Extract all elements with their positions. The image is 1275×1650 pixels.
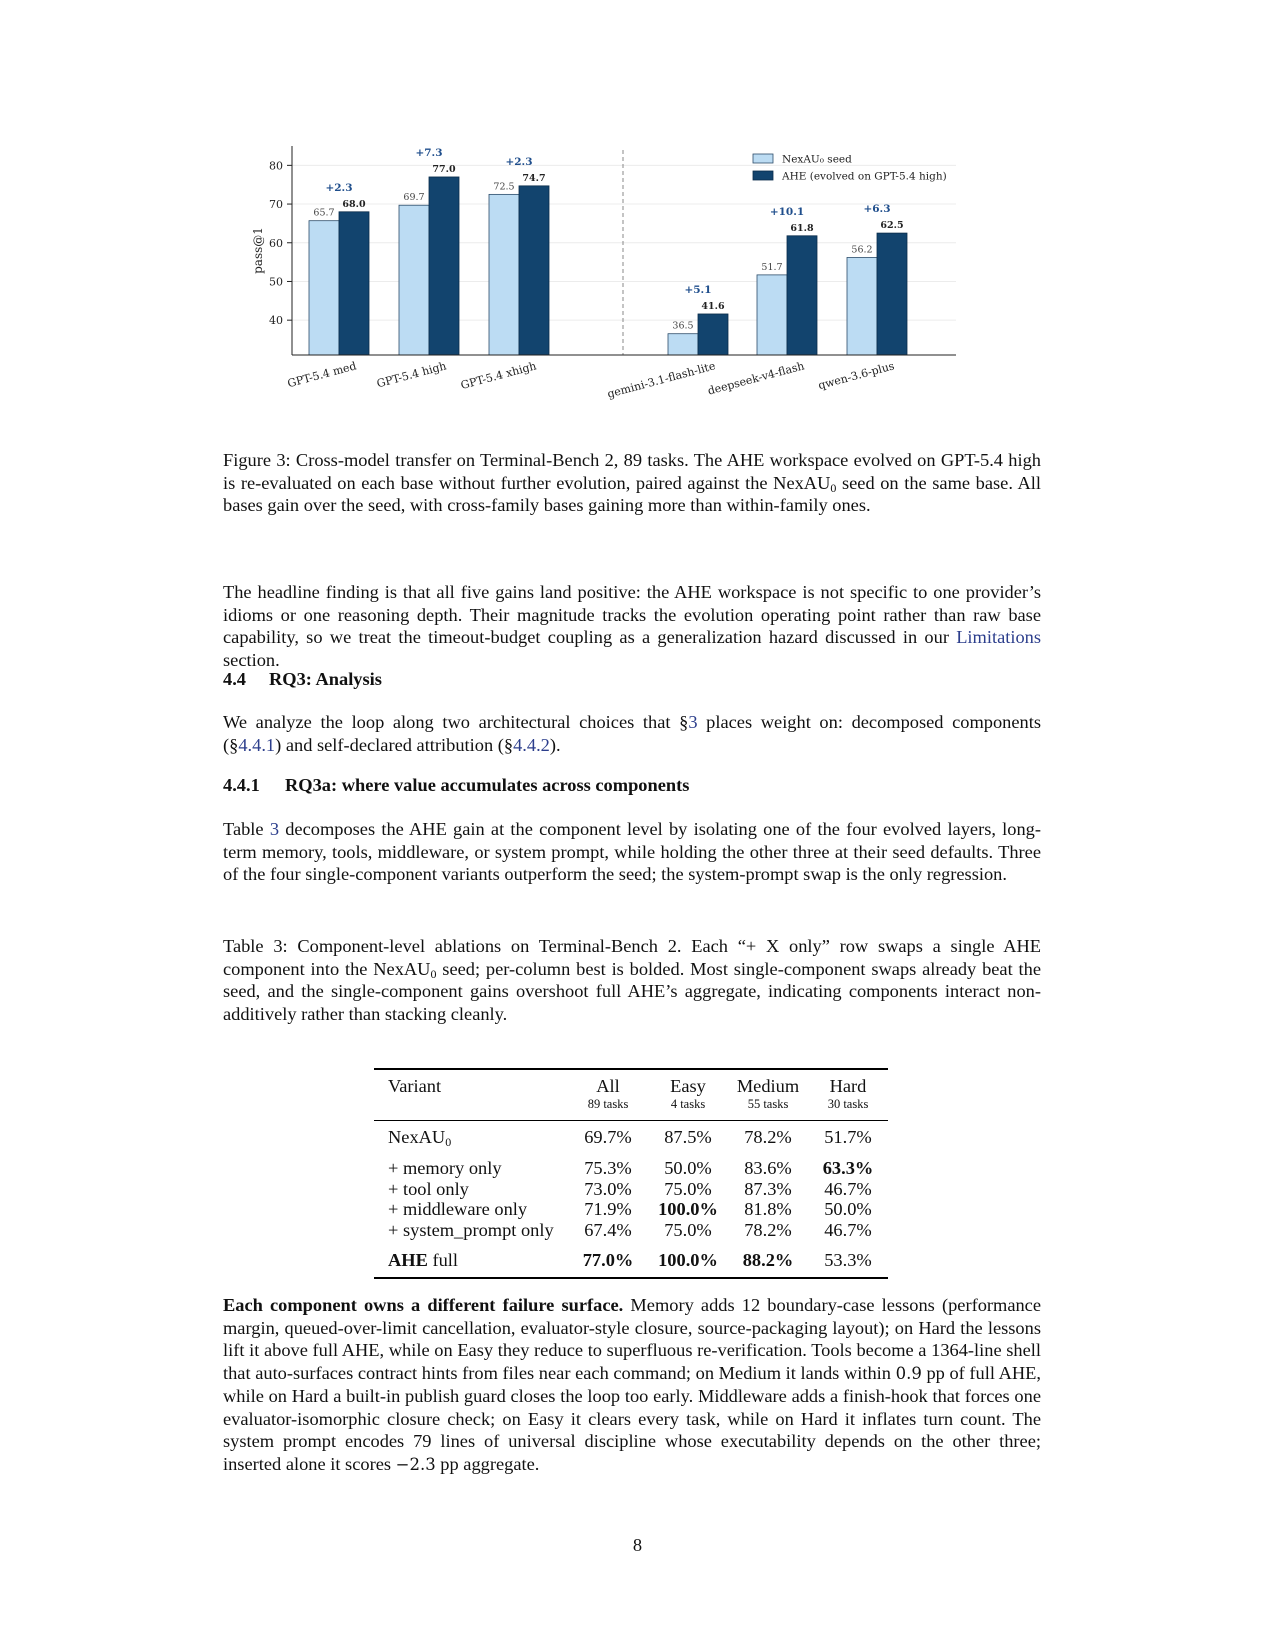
table-subheader-row: 89 tasks 4 tasks 55 tasks 30 tasks (587, 1097, 869, 1111)
gain-label: +2.3 (325, 181, 353, 194)
value-label-seed: 51.7 (761, 261, 783, 273)
table-row-memory: + memory only 75.3% 50.0% 83.6% 63.3% (388, 1158, 874, 1178)
y-tick-label: 50 (269, 275, 283, 289)
x-tick-label: deepseek-v4-flash (706, 359, 806, 398)
bar-seed (399, 205, 429, 355)
gain-label: +6.3 (863, 203, 891, 216)
section-3-link[interactable]: 3 (688, 712, 698, 732)
gain-label: +10.1 (769, 205, 805, 218)
value-label-seed: 36.5 (672, 320, 694, 332)
bar-seed (757, 275, 787, 355)
section-4-4-2-link[interactable]: 4.4.2 (513, 734, 550, 755)
bar-seed (309, 221, 339, 355)
paragraph-analysis-intro: We analyze the loop along two architectural choices that §3 places weight on: decomposed components (§4.4.1) and self-declared attribution (§4.4.2). (223, 712, 1042, 755)
paragraph-table-intro: Table 3 decomposes the AHE gain at the component level by isolating one of the four evolved layers, long-term memory, tools, middleware, or system prompt, while holding the other three at their seed defaults. Three of the four single-component variants outperform the seed; the system-prompt swap is the only regression. (223, 819, 1041, 884)
y-tick-label: 70 (269, 198, 283, 212)
y-axis-label: pass@1 (251, 227, 265, 274)
value-label-ahe: 61.8 (790, 222, 814, 234)
bar-ahe (698, 314, 728, 355)
value-label-seed: 69.7 (403, 192, 425, 204)
gain-label: +7.3 (415, 146, 443, 159)
table-row-tool: + tool only 73.0% 75.0% 87.3% 46.7% (388, 1178, 872, 1199)
figure-caption: Figure 3: Cross-model transfer on Terminal-Bench 2, 89 tasks. The AHE workspace evolved on GPT-5.4 high is re-evaluated on each base without further evolution, paired against the NexAU$_0$ seed on the same base. All bases gain over the seed, with cross-family bases gaining more than within-family ones. (223, 450, 1041, 515)
table-header-row: Variant All Easy Medium Hard (374, 1069, 888, 1097)
page-number: 8 (632, 1535, 643, 1555)
bar-ahe (429, 177, 459, 355)
table-row-ahe-full: AHE full 77.0% 100.0% 88.2% 53.3% (374, 1240, 888, 1278)
legend-label-ahe: AHE (evolved on GPT-5.4 high) (782, 170, 947, 183)
bar-seed (668, 334, 698, 355)
limitations-link[interactable]: Limitations (956, 627, 1041, 647)
value-label-ahe: 41.6 (701, 300, 725, 312)
x-tick-label: qwen-3.6-plus (816, 359, 896, 393)
bar-seed (489, 194, 519, 355)
x-tick-label: gemini-3.1-flash-lite (605, 359, 717, 401)
bar-ahe (519, 186, 549, 355)
ablation-table (374, 1068, 888, 1279)
gain-label: +2.3 (505, 155, 533, 168)
legend-swatch-seed (753, 154, 773, 163)
table-row-middleware: + middleware only 71.9% 100.0% 81.8% 50.0% (388, 1199, 872, 1219)
table-caption: Table 3: Component-level ablations on Terminal-Bench 2. Each “+ X only” row swaps a single AHE component into the NexAU$_0$ seed; per-column best is bolded. Most single-component swaps already beat the seed, and the single-component gains overshoot full AHE’s aggregate, indicating components interact non-additively rather than stacking cleanly. (223, 936, 1041, 1024)
x-tick-label: GPT-5.4 med (286, 359, 358, 391)
transfer-bar-chart (240, 140, 1020, 440)
value-label-seed: 65.7 (313, 207, 335, 219)
bar-ahe (787, 236, 817, 355)
table-3-link[interactable]: 3 (269, 819, 280, 839)
paragraph-failure-surface: Each component owns a different failure surface. Memory adds 12 boundary-case lessons (performance margin, queued-over-limit cancellation, evaluator-style closure, source-packaging layout); on Hard the lessons lift it above full AHE, while on Easy they reduce to superfluous re-verification. Tools become a 1364-line shell that auto-surfaces contract hints from files near each command; on Medium it lands within 0.9 pp of full AHE, while on Hard a built-in publish guard closes the loop too early. Middleware adds a finish-hook that forces one evaluator-isomorphic closure check; on Easy it clears every task, while on Hard it inflates turn count. The system prompt encodes 79 lines of universal discipline whose executability depends on the other three; inserted alone it scores −2.3 pp aggregate. (223, 1295, 1041, 1474)
value-label-ahe: 77.0 (432, 163, 456, 175)
value-label-ahe: 74.7 (522, 172, 546, 184)
section-4-4-heading: 4.4 RQ3: Analysis (223, 669, 382, 689)
y-tick-label: 40 (269, 314, 283, 328)
bar-ahe (339, 212, 369, 355)
bar-seed (847, 257, 877, 355)
legend-swatch-ahe (753, 171, 773, 180)
value-label-seed: 72.5 (493, 181, 515, 193)
paragraph-lead: Each component owns a different failure surface. (223, 1295, 624, 1315)
paragraph-headline-finding: The headline finding is that all five gains land positive: the AHE workspace is not specific to one provider’s idioms or one reasoning depth. Their magnitude tracks the evolution operating point rather than raw base capability, so we treat the timeout-budget coupling as a generalization hazard discussed in our Limitations section. (223, 582, 1041, 670)
table-row-seed: NexAU$_0$ 69.7% 87.5% 78.2% 51.7% (374, 1121, 888, 1159)
value-label-ahe: 62.5 (880, 220, 904, 232)
gain-label: +5.1 (684, 283, 712, 296)
legend-label-seed: NexAU₀ seed (782, 153, 852, 166)
y-tick-label: 80 (269, 159, 283, 173)
x-tick-label: GPT-5.4 xhigh (459, 359, 538, 393)
section-4-4-1-heading: 4.4.1 RQ3a: where value accumulates across components (223, 775, 690, 795)
section-4-4-1-link[interactable]: 4.4.1 (238, 734, 276, 755)
table-row-system-prompt: + system_prompt only 67.4% 75.0% 78.2% 46.7% (388, 1219, 872, 1240)
x-tick-label: GPT-5.4 high (375, 359, 448, 391)
value-label-seed: 56.2 (851, 244, 873, 256)
y-tick-label: 60 (269, 236, 283, 250)
bar-ahe (877, 233, 907, 355)
value-label-ahe: 68.0 (342, 198, 366, 210)
